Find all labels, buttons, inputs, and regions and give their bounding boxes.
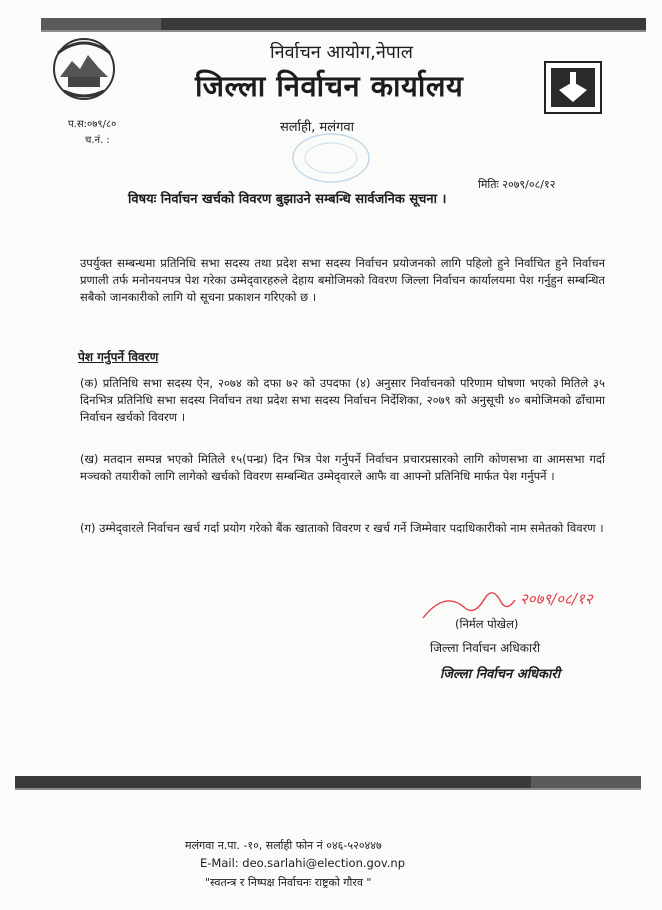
officer-stamp: जिल्ला निर्वाचन अधिकारी [440, 667, 561, 682]
office-location: सर्लाही, मलंगवा [280, 120, 355, 135]
signature-date: २०७९/०८/१२ [520, 590, 593, 608]
election-commission-logo-icon [543, 60, 603, 115]
office-stamp-icon [286, 128, 376, 188]
officer-name: (निर्मल पोखेल) [455, 617, 519, 631]
office-name: जिल्ला निर्वाचन कार्यालय [195, 69, 464, 103]
item-ga: (ग) उम्मेद्‌वारले निर्वाचन खर्च गर्दा प्रयोग गरेको बैंक खाताको विवरण र खर्च गर्ने जिम्मेवार पदाधिकारीको नाम समेतको विवरण । [80, 521, 604, 535]
item-ka: (क) प्रतिनिधि सभा सदस्य ऐन, २०७४ को दफा ७२ को उपदफा (४) अनुसार निर्वाचनको परिणाम घोषणा भएको मितिले ३५ दिनभित्र प्रतिनिधि सभा सदस्य निर्वाचन तथा प्रदेश सभा सदस्य निर्वाचन निर्देशिका, २०७९ को अनुसूची ४० बमोजिमको ढाँचामा निर्वाचन खर्चको विवरण । [80, 376, 605, 424]
footer-bar [15, 776, 641, 788]
header-bar [41, 18, 646, 30]
footer-address: मलंगवा न.पा. -१०, सर्लाही फोन नं ०४६-५२०४४७ [185, 839, 382, 852]
commission-name: निर्वाचन आयोग,नेपाल [270, 42, 413, 63]
nepal-emblem-icon [50, 33, 118, 103]
dispatch-number: च.नं. : [85, 135, 110, 146]
item-kha: (ख) मतदान सम्पन्न भएको मितिले १५(पन्ध्र) दिन भित्र पेश गर्नुपर्ने निर्वाचन प्रचारप्रसारको लागि कोणसभा वा आमसभा गर्दा मञ्चको तयारीको लागि लागेको खर्चको विवरण सम्बन्धित उम्मेद्‌वारले आफै वा आफ्नो प्रतिनिधि मार्फत पेश गर्नुपर्ने । [80, 452, 605, 483]
section-title: पेश गर्नुपर्ने विवरण [78, 350, 159, 364]
intro-paragraph: उपर्युक्त सम्बन्धमा प्रतिनिधि सभा सदस्य तथा प्रदेश सभा सदस्य निर्वाचन प्रयोजनको लागि पहिलो हुने निर्वाचित हुने निर्वाचन प्रणाली तर्फ मनोनयनपत्र पेश गरेका उम्मेद्‌वारहरुले देहाय बमोजिमको विवरण जिल्ला निर्वाचन कार्यालयमा पेश गर्नुहुन सम्बन्धित सबैको जानकारीको लागि यो सूचना प्रकाशन गरिएको छ । [80, 256, 605, 304]
officer-title: जिल्ला निर्वाचन अधिकारी [430, 641, 541, 655]
subject-line: विषयः निर्वाचन खर्चको विवरण बुझाउने सम्बन्धि सार्वजनिक सूचना । [128, 192, 447, 207]
document-date: मितिः २०७९/०८/१२ [478, 178, 556, 191]
footer-email[interactable]: E-Mail: deo.sarlahi@election.gov.np [200, 856, 406, 870]
footer-slogan: "स्वतन्त्र र निष्पक्ष निर्वाचनः राष्ट्रको गौरव " [205, 876, 372, 889]
reference-number: प.स:०७९/८० [68, 119, 117, 130]
